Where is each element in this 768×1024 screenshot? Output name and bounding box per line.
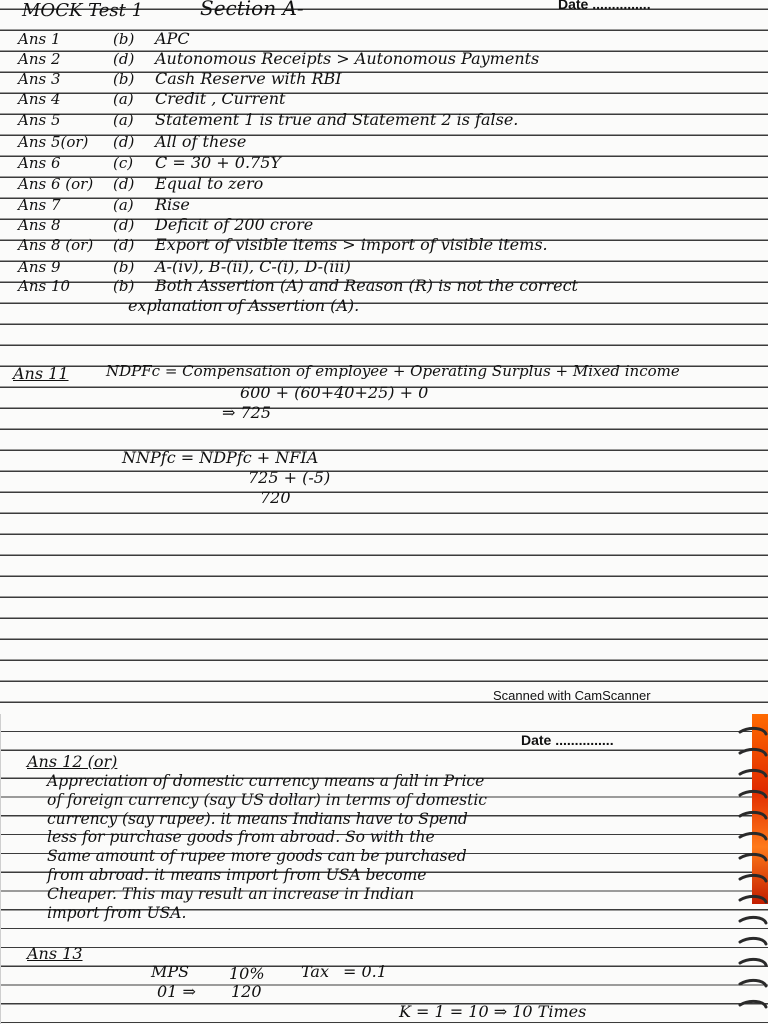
answer-text: Statement 1 is true and Statement 2 is false. xyxy=(155,110,519,129)
answer-text: APC xyxy=(155,29,190,48)
spiral-ring xyxy=(740,1001,766,1007)
answer-option: (b) xyxy=(113,70,135,88)
answer-option: (d) xyxy=(113,236,135,254)
row2-value: 120 xyxy=(231,982,262,1001)
ans13-label: Ans 13 xyxy=(27,944,83,963)
spiral-ring xyxy=(740,959,766,965)
answer-number: Ans 5(or) xyxy=(18,133,89,151)
answer-number: Ans 10 xyxy=(18,277,71,295)
answer-text: Export of visible items > import of visible items. xyxy=(155,235,548,254)
answer-number: Ans 6 xyxy=(18,154,61,172)
mps-label: MPS xyxy=(151,962,190,981)
row2-left: 01 ⇒ xyxy=(157,982,196,1001)
ans12-line: Same amount of rupee more goods can be purchased xyxy=(47,847,467,866)
ans12-line: currency (say rupee). it means Indians have to Spend xyxy=(47,809,468,828)
ans10-continuation: explanation of Assertion (A). xyxy=(128,296,360,315)
ndp-formula: NDPFc = Compensation of employee + Operating Surplus + Mixed income xyxy=(106,362,680,380)
ans11-label: Ans 11 xyxy=(13,364,69,383)
answer-number: Ans 3 xyxy=(18,70,61,88)
answer-option: (a) xyxy=(113,196,134,214)
answer-number: Ans 8 (or) xyxy=(18,236,94,254)
answer-text: Both Assertion (A) and Reason (R) is not the correct xyxy=(155,276,578,295)
spiral-ring xyxy=(740,980,766,986)
spiral-ring xyxy=(740,854,766,860)
multiplier-formula: K = 1 = 10 ⇒ 10 Times xyxy=(399,1002,587,1021)
answer-number: Ans 7 xyxy=(18,196,61,214)
answer-text: Equal to zero xyxy=(155,174,264,193)
answer-text: A-(iv), B-(ii), C-(i), D-(iii) xyxy=(155,257,351,276)
answer-option: (d) xyxy=(113,216,135,234)
answer-text: Rise xyxy=(155,195,190,214)
answer-text: Credit , Current xyxy=(155,89,286,108)
section-heading: Section A- xyxy=(200,0,304,20)
spiral-ring xyxy=(740,896,766,902)
ans12-line: Cheaper. This may result an increase in Indian xyxy=(47,884,415,903)
answer-number: Ans 5 xyxy=(18,111,61,129)
spiral-ring xyxy=(740,749,766,755)
nnp-formula: NNPfc = NDPfc + NFIA xyxy=(122,448,319,467)
answer-number: Ans 9 xyxy=(18,258,61,276)
mps-value: 10% xyxy=(229,964,265,983)
spiral-ring xyxy=(740,917,766,923)
ndp-step1: 600 + (60+40+25) + 0 xyxy=(240,383,429,402)
answer-text: Autonomous Receipts > Autonomous Payments xyxy=(155,49,540,68)
answer-option: (d) xyxy=(113,50,135,68)
answer-text: Deficit of 200 crore xyxy=(155,215,314,234)
ans12-line: Appreciation of domestic currency means a fall in Price xyxy=(47,772,485,790)
tax-label: Tax xyxy=(301,962,329,981)
spiral-ring xyxy=(740,728,766,734)
spiral-ring xyxy=(740,770,766,776)
nnp-step1: 725 + (-5) xyxy=(248,468,331,487)
answer-number: Ans 4 xyxy=(18,90,61,108)
ans12-label: Ans 12 (or) xyxy=(27,752,118,771)
spiral-ring xyxy=(740,833,766,839)
answer-option: (d) xyxy=(113,175,135,193)
answer-option: (c) xyxy=(113,154,134,172)
ans12-line: import from USA. xyxy=(47,903,187,922)
answer-number: Ans 1 xyxy=(18,30,61,48)
answer-number: Ans 8 xyxy=(18,216,61,234)
tax-value: = 0.1 xyxy=(343,962,387,981)
answer-option: (b) xyxy=(113,30,135,48)
spiral-ring xyxy=(740,875,766,881)
spiral-ring xyxy=(740,791,766,797)
ans12-line: of foreign currency (say US dollar) in terms of domestic xyxy=(47,790,487,809)
answer-number: Ans 6 (or) xyxy=(18,175,94,193)
spiral-binding-icon xyxy=(738,714,768,1024)
date-field: Date ............... xyxy=(558,0,651,12)
spiral-ring xyxy=(740,812,766,818)
answer-option: (d) xyxy=(113,133,135,151)
answer-option: (b) xyxy=(113,258,135,276)
bottom-sheet xyxy=(0,714,768,1024)
ans12-line: from abroad. it means import from USA become xyxy=(47,866,427,884)
date-field-2: Date ............... xyxy=(521,732,614,748)
answer-option: (b) xyxy=(113,277,135,295)
answer-text: Cash Reserve with RBI xyxy=(155,69,342,88)
spiral-ring xyxy=(740,938,766,944)
camscanner-watermark: Scanned with CamScanner xyxy=(493,688,651,703)
ndp-step2: ⇒ 725 xyxy=(222,403,272,422)
answer-option: (a) xyxy=(113,111,134,129)
answer-text: C = 30 + 0.75Y xyxy=(155,153,281,172)
answer-option: (a) xyxy=(113,90,134,108)
test-title: MOCK Test 1 xyxy=(22,0,144,21)
nnp-step2: 720 xyxy=(260,488,291,507)
ans12-line: less for purchase goods from abroad. So with the xyxy=(47,828,435,847)
answer-text: All of these xyxy=(155,132,247,151)
answer-number: Ans 2 xyxy=(18,50,61,68)
